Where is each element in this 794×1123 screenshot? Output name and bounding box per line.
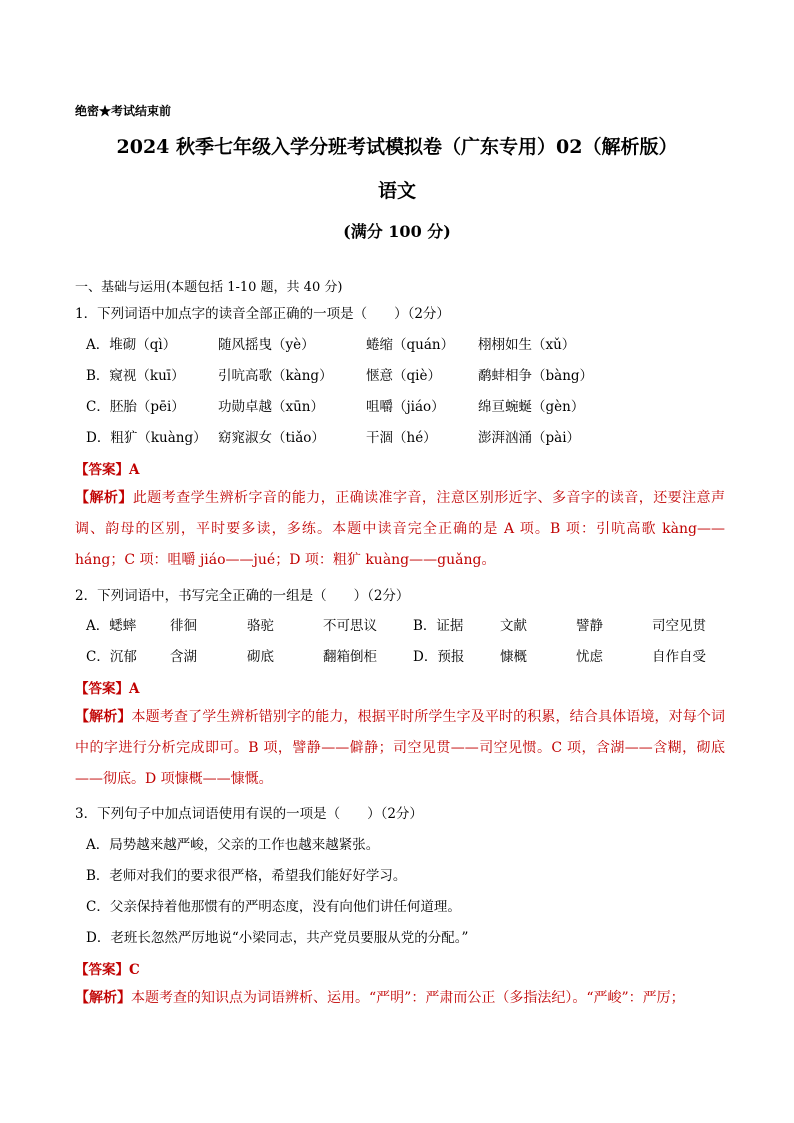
- q2-option-b-4: 司空见贯: [652, 618, 706, 634]
- q2-option-a-2: 徘徊: [170, 618, 197, 634]
- q2-option-d-1: D．预报: [413, 649, 465, 665]
- confidential-label: 绝密★考试结束前: [75, 104, 172, 118]
- q2-option-c-4: 翻箱倒柜: [323, 649, 377, 665]
- q2-option-c-1: C．沉郁: [86, 649, 137, 665]
- q2-option-a-4: 不可思议: [323, 618, 377, 634]
- q2-option-b-1: B．证据: [413, 618, 464, 634]
- q1-option-c-4: 绵亘蜿蜒（gèn）: [478, 399, 585, 415]
- full-score-label: (满分 100 分): [343, 222, 451, 241]
- q1-option-a-2: 随风摇曳（yè）: [218, 337, 315, 353]
- q1-option-d-1: D．粗犷（kuàng）: [86, 430, 207, 446]
- section-heading: 一、基础与运用(本题包括 1-10 题，共 40 分): [75, 280, 343, 295]
- q3-answer: 【答案】C: [75, 962, 140, 978]
- q3-option-a: A．局势越来越严峻，父亲的工作也越来越紧张。: [86, 837, 380, 853]
- question-2-stem: 2．下列词语中，书写完全正确的一组是（ ）（2分）: [75, 588, 410, 604]
- q1-option-a-3: 蜷缩（quán）: [366, 337, 455, 353]
- q2-option-d-2: 慷概: [500, 649, 527, 665]
- q2-option-c-2: 含湖: [170, 649, 197, 665]
- q2-option-c-3: 砌底: [247, 649, 274, 665]
- q2-option-a-3: 骆驼: [247, 618, 274, 634]
- question-1-stem: 1．下列词语中加点字的读音全部正确的一项是（ ）（2分）: [75, 306, 450, 322]
- q2-analysis: 【解析】本题考查了学生辨析错别字的能力，根据平时所学生字及平时的积累，结合具体语境，对每个词中的字进行分析完成即可。B 项，譬静——僻静；司空见贯——司空见惯。C 项，含湖——含糊，砌底——彻底。D 项慷概——慷慨。: [75, 709, 726, 787]
- q1-option-d-2: 窈窕淑女（tiǎo）: [218, 430, 325, 446]
- q1-option-d-4: 澎湃汹涌（pài）: [478, 430, 581, 446]
- q2-answer: 【答案】A: [75, 681, 140, 697]
- q3-analysis: 【解析】本题考查的知识点为词语辨析、运用。“严明”：严肃而公正（多指法纪）。“严峻”：严厉；: [75, 990, 685, 1006]
- q1-option-b-4: 鹬蚌相争（bàng）: [478, 368, 594, 384]
- question-3-stem: 3．下列句子中加点词语使用有误的一项是（ ）（2分）: [75, 806, 423, 822]
- q1-option-d-3: 干涸（hé）: [366, 430, 437, 446]
- q2-option-d-3: 忧虑: [576, 649, 603, 665]
- q1-option-a-1: A．堆砌（qì）: [86, 337, 177, 353]
- q1-option-c-2: 功勋卓越（xūn）: [218, 399, 325, 415]
- q3-option-d: D．老班长忽然严厉地说“小梁同志，共产党员要服从党的分配。”: [86, 930, 469, 946]
- q1-option-b-1: B．窥视（kuī）: [86, 368, 185, 384]
- q2-option-b-2: 文献: [500, 618, 527, 634]
- q1-option-b-2: 引吭高歌（kàng）: [218, 368, 333, 384]
- q1-option-c-1: C．胚胎（pēi）: [86, 399, 185, 415]
- q1-option-a-4: 栩栩如生（xǔ）: [478, 337, 576, 353]
- page-title: 2024 秋季七年级入学分班考试模拟卷（广东专用）02（解析版）: [116, 136, 678, 158]
- q1-option-c-3: 咀嚼（jiáo）: [366, 399, 445, 415]
- q2-option-a-1: A．蟋蟀: [86, 618, 137, 634]
- q1-analysis: 【解析】此题考查学生辨析字音的能力，正确读准字音，注意区别形近字、多音字的读音，还要注意声调、韵母的区别，平时要多读，多练。本题中读音完全正确的是 A 项。B 项：引吭高歌 kàng——háng；C 项：咀嚼 jiáo——jué；D 项：粗犷 kuàng——guǎng。: [75, 490, 726, 568]
- q1-answer: 【答案】A: [75, 462, 140, 478]
- q2-option-d-4: 自作自受: [652, 649, 706, 665]
- q3-option-c: C．父亲保持着他那惯有的严明态度，没有向他们讲任何道理。: [86, 899, 461, 915]
- subject-heading: 语文: [377, 180, 416, 202]
- q1-option-b-3: 惬意（qiè）: [366, 368, 441, 384]
- q2-option-b-3: 譬静: [576, 618, 603, 634]
- q3-option-b: B．老师对我们的要求很严格，希望我们能好好学习。: [86, 868, 407, 884]
